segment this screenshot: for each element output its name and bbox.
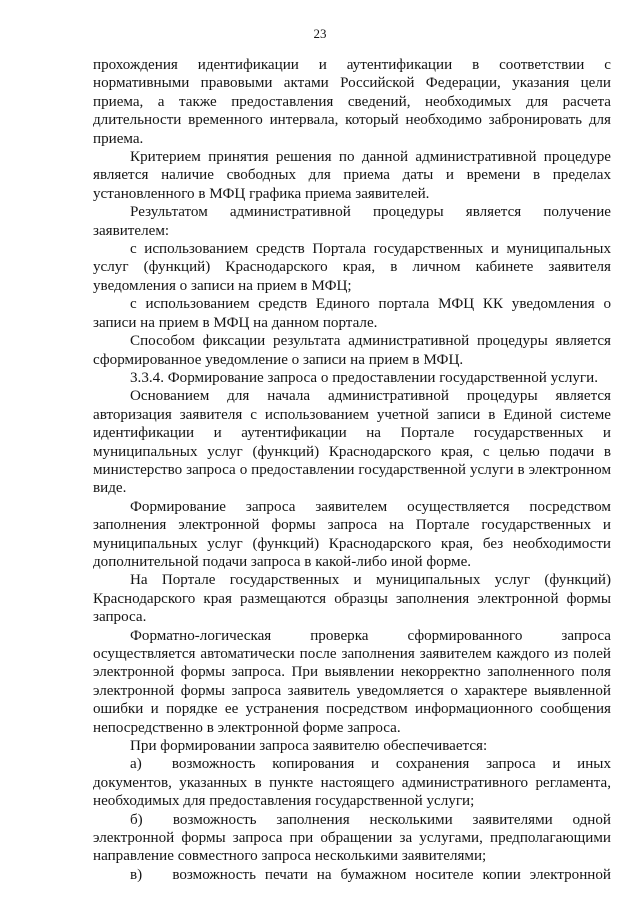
paragraph-criterion: Критерием принятия решения по данной административной процедуре является наличие свободных для приема даты и времени в пределах установленного в МФЦ графика приема заявителей. xyxy=(93,149,611,202)
paragraph-continuation: прохождения идентификации и аутентификации в соответствии с нормативными правовыми актами Российской Федерации, указания цели приема, а также предоставления сведений, необходимых для расчета длительности временного интервала, который необходимо забронировать для приема. xyxy=(93,57,611,147)
paragraph-provided: При формировании запроса заявителю обеспечивается: xyxy=(130,738,488,755)
list-item-b: б) возможность заполнения несколькими заявителями одной электронной формы запроса при обращении за услугами, предполагающими направление совместного запроса несколькими заявителями; xyxy=(93,811,611,865)
paragraph-basis: Основанием для начала административной процедуры является авторизация заявителя с использованием учетной записи в Единой системе идентификации и аутентификации на Портале государственных и муниципальных услуг (функций) Краснодарского края, с целью подачи в министерство запроса о предоставлении государственной услуги в электронном виде. xyxy=(93,388,611,497)
body-text xyxy=(93,56,611,884)
section-heading-3-3-4: 3.3.4. Формирование запроса о предоставлении государственной услуги. xyxy=(130,369,598,386)
paragraph-result-mfc: с использованием средств Единого портала МФЦ КК уведомления о записи на прием в МФЦ на данном портале. xyxy=(93,296,611,331)
paragraph-validation: Форматно-логическая проверка сформированного запроса осуществляется автоматически после заполнения заявителем каждого из полей электронной формы запроса. При выявлении некорректно заполненного поля электронной формы запроса заявитель уведомляется о характере выявленной ошибки и порядке ее устранения посредством информационного сообщения непосредственно в электронной форме запроса. xyxy=(93,627,611,736)
paragraph-fixation: Способом фиксации результата административной процедуры является сформированное уведомление о записи на прием в МФЦ. xyxy=(93,333,611,368)
paragraph-result-portal: с использованием средств Портала государственных и муниципальных услуг (функций) Краснодарского края, в личном кабинете заявителя уведомления о записи на прием в МФЦ; xyxy=(93,241,611,294)
paragraph-forming: Формирование запроса заявителем осуществляется посредством заполнения электронной формы запроса на Портале государственных и муниципальных услуг (функций) Краснодарского края, без необходимости дополнительной подачи запроса в какой-либо иной форме. xyxy=(93,498,611,570)
paragraph-result: Результатом административной процедуры является получение заявителем: xyxy=(93,204,611,239)
page-number: 23 xyxy=(313,26,327,41)
paragraph-samples: На Портале государственных и муниципальных услуг (функций) Краснодарского края размещаются образцы заполнения электронной формы запроса. xyxy=(93,572,611,626)
list-item-c: в) возможность печати на бумажном носителе копии электронной xyxy=(130,866,611,883)
list-item-a: а) возможность копирования и сохранения запроса и иных документов, указанных в пункте настоящего административного регламента, необходимых для предоставления государственной услуги; xyxy=(93,756,611,810)
